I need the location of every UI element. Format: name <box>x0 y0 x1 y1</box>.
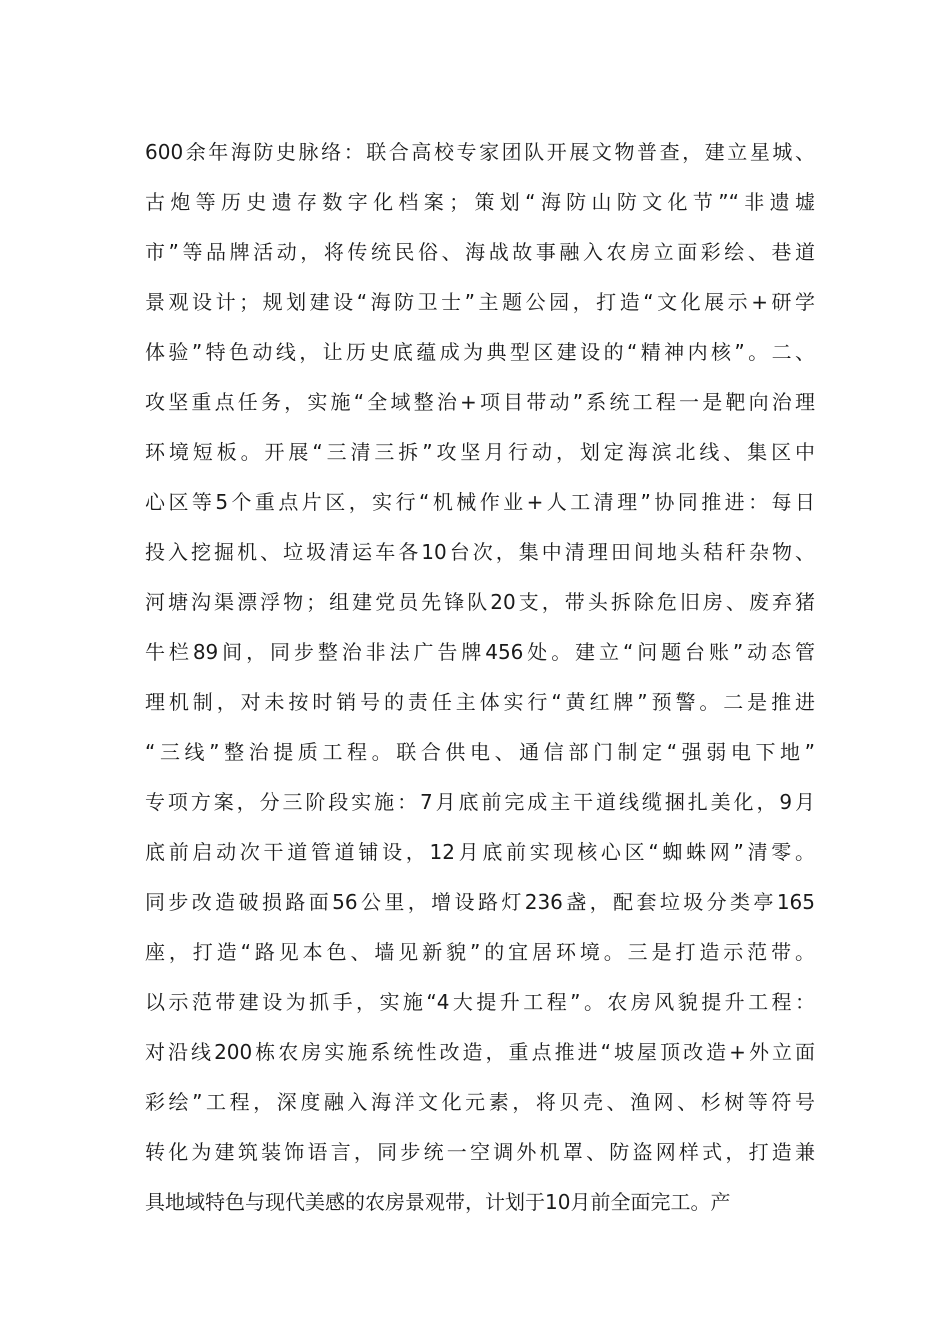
text-line-17: 座，打造“路见本色、墙见新貌”的宜居环境。三是打造示范带。 <box>145 940 815 964</box>
text-line-1: 600余年海防史脉络：联合高校专家团队开展文物普查，建立星城、 <box>145 140 815 164</box>
text-line-12: 理机制，对未按时销号的责任主体实行“黄红牌”预警。二是推进 <box>145 690 815 714</box>
text-line-22: 具地域特色与现代美感的农房景观带，计划于10月前全面完工。产 <box>145 1190 731 1214</box>
body-paragraph <box>145 127 815 1227</box>
text-line-18: 以示范带建设为抓手，实施“4大提升工程”。农房风貌提升工程： <box>145 990 815 1014</box>
text-line-7: 环境短板。开展“三清三拆”攻坚月行动，划定海滨北线、集区中 <box>145 440 815 464</box>
text-line-14: 专项方案，分三阶段实施：7月底前完成主干道线缆捆扎美化，9月 <box>145 790 815 814</box>
text-line-20: 彩绘”工程，深度融入海洋文化元素，将贝壳、渔网、杉树等符号 <box>145 1090 815 1114</box>
text-line-13: “三线”整治提质工程。联合供电、通信部门制定“强弱电下地” <box>145 740 815 764</box>
text-line-10: 河塘沟渠漂浮物；组建党员先锋队20支，带头拆除危旧房、废弃猪 <box>145 590 815 614</box>
text-line-21: 转化为建筑装饰语言，同步统一空调外机罩、防盗网样式，打造兼 <box>145 1140 815 1164</box>
text-line-5: 体验”特色动线，让历史底蕴成为典型区建设的“精神内核”。二、 <box>145 340 815 364</box>
text-line-8: 心区等5个重点片区，实行“机械作业+人工清理”协同推进：每日 <box>145 490 815 514</box>
text-line-15: 底前启动次干道管道铺设，12月底前实现核心区“蜘蛛网”清零。 <box>145 840 815 864</box>
text-line-9: 投入挖掘机、垃圾清运车各10台次，集中清理田间地头秸秆杂物、 <box>145 540 815 564</box>
text-line-11: 牛栏89间，同步整治非法广告牌456处。建立“问题台账”动态管 <box>145 640 815 664</box>
text-line-16: 同步改造破损路面56公里，增设路灯236盏，配套垃圾分类亭165 <box>145 890 815 914</box>
text-line-4: 景观设计；规划建设“海防卫士”主题公园，打造“文化展示+研学 <box>145 290 815 314</box>
text-line-19: 对沿线200栋农房实施系统性改造，重点推进“坡屋顶改造+外立面 <box>145 1040 815 1064</box>
text-line-2: 古炮等历史遗存数字化档案；策划“海防山防文化节”“非遗墟 <box>145 190 815 214</box>
text-line-6: 攻坚重点任务，实施“全域整治+项目带动”系统工程一是靶向治理 <box>145 390 815 414</box>
text-line-3: 市”等品牌活动，将传统民俗、海战故事融入农房立面彩绘、巷道 <box>145 240 815 264</box>
